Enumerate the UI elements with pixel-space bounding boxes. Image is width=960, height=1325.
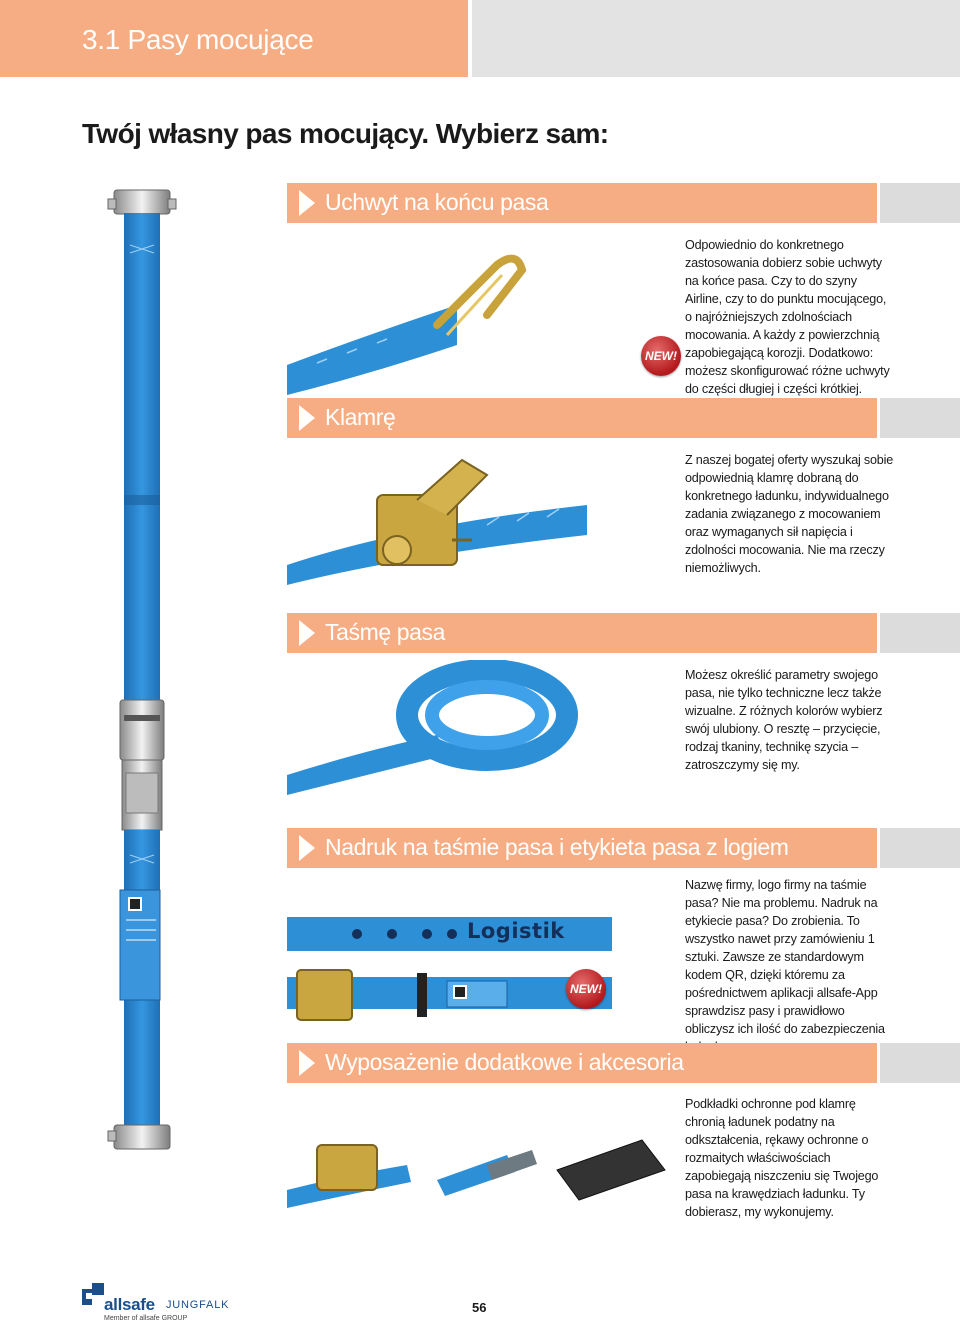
play-arrow-icon bbox=[299, 835, 315, 861]
section-header-buckle bbox=[287, 398, 877, 438]
page-number: 56 bbox=[472, 1300, 487, 1315]
vertical-strap-illustration bbox=[100, 185, 180, 1155]
section-title: Taśmę pasa bbox=[325, 619, 446, 645]
webbing-roll-illustration bbox=[287, 660, 587, 795]
section-header-webbing bbox=[287, 613, 877, 653]
section-header-accessories bbox=[287, 1043, 877, 1083]
section-title: Klamrę bbox=[325, 404, 396, 430]
section-description: Odpowiednio do konkretnego zastosowania dobierz sobie uchwyty na końce pasa. Czy to do szyny Airline, czy to do punktu mocującego, o najróżniejszych zdolnościach mocowania. A każdy z powierzchnią zapobiegającą korozji. Dodatkowo: możesz skonfigurować różne uchwyty do części długiej i części krótkiej. bbox=[685, 238, 890, 396]
section-description: Nazwę firmy, logo firmy na taśmie pasa? Nie ma problemu. Nadruk na etykiecie pasa? Do zrobienia. To wszystko nawet przy zamówieniu 1 sztuki. Zawsze ze standardowym kodem QR, dzięki któremu za pośrednictwem aplikacji allsafe-App sprawdzisz pasy i prawidłowo obliczysz ich ilość do zabezpieczenia bbox=[685, 878, 885, 1036]
accessories-illustration bbox=[287, 1130, 667, 1210]
play-arrow-icon bbox=[299, 1050, 315, 1076]
section-title: Uchwyt na końcu pasa bbox=[325, 189, 549, 215]
section-tab-gray bbox=[880, 828, 960, 868]
logo-mark-icon bbox=[82, 1283, 104, 1305]
end-fitting-hook-illustration bbox=[287, 245, 537, 395]
play-arrow-icon bbox=[299, 620, 315, 646]
page-heading: Twój własny pas mocujący. Wybierz sam: bbox=[82, 118, 609, 149]
play-arrow-icon bbox=[299, 405, 315, 431]
logo-subline: Member of allsafe GROUP bbox=[104, 1315, 188, 1322]
chapter-title: 3.1 Pasy mocujące bbox=[82, 24, 314, 55]
ratchet-buckle-illustration bbox=[287, 455, 587, 585]
section-header-print-label bbox=[287, 828, 877, 868]
section-description: Możesz określić parametry swojego pasa, nie tylko techniczne lecz także wizualne. Z różnych kolorów wybierz swój ulubiony. O resztę – przycięcie, rodzaj tkaniny, technikę szycia – zatroszczymy się my. bbox=[685, 668, 883, 772]
print-text: Logistik bbox=[467, 919, 565, 943]
new-badge: NEW! bbox=[566, 969, 606, 1009]
section-description: Z naszej bogatej oferty wyszukaj sobie odpowiednią klamrę dobraną do konkretnego ładunku, indywidualnego zadania związanego z mocowaniem oraz wymaganych sił napięcia i zdolności mocowania. Nie ma rzeczy niemożliwych. bbox=[685, 453, 894, 575]
section-title: Nadruk na taśmie pasa i etykieta pasa z logiem bbox=[325, 834, 789, 860]
chapter-banner-gray bbox=[472, 0, 960, 77]
section-description: Podkładki ochronne pod klamrę chronią ładunek podatny na odkształcenia, rękawy ochronne o rozmaitych właściwościach zapobiegają niszczeniu się Twojego pasa na krawędziach ładunku. Ty dobierasz, my wykonujemy. bbox=[685, 1097, 879, 1219]
section-tab-gray bbox=[880, 1043, 960, 1083]
section-tab-gray bbox=[880, 398, 960, 438]
allsafe-jungfalk-logo bbox=[82, 1283, 262, 1323]
new-badge: NEW! bbox=[641, 336, 681, 376]
section-header-end-fitting bbox=[287, 183, 877, 223]
section-tab-gray bbox=[880, 183, 960, 223]
section-title: Wyposażenie dodatkowe i akcesoria bbox=[325, 1049, 684, 1075]
play-arrow-icon bbox=[299, 190, 315, 216]
logo-wordmark: allsafe bbox=[104, 1295, 155, 1314]
section-tab-gray bbox=[880, 613, 960, 653]
logo-brand: JUNGFALK bbox=[166, 1299, 230, 1311]
